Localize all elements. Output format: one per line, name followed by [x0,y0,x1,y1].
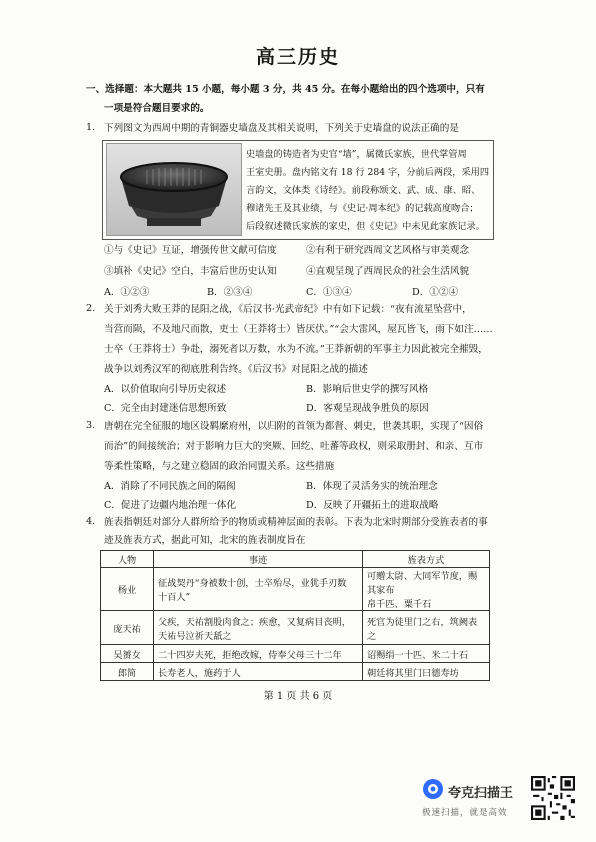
page-footer: 第 1 页 共 6 页 [263,691,333,702]
q3-line1: 唐朝在完全征服的地区设羁縻府州，以归附的首领为都督、刺史，世袭其职，实现了“因俗 [104,421,484,432]
section-heading-line2: 一项是符合题目要求的。 [104,103,210,114]
q2-line3: 士卒（王莽将士）争赴，溺死者以万数，水为不流。”王莽新朝的军事主力因此被完全摧毁， [104,344,488,355]
table-header-deed: 事迹 [154,551,363,568]
deed-line: 父疾，天祐割股肉食之；疾愈，又复病目丧明， [158,616,351,628]
table-cell-deed [154,611,363,645]
table-cell-person: 吴赟女 [101,645,154,663]
q3-option-b[interactable]: B．体现了灵活务实的统治理念 [306,481,438,492]
scanner-brand [422,778,532,826]
table-cell-deed: 长寿老人，施药于人 [154,663,363,681]
q2-option-b[interactable]: B．影响后世史学的撰写风格 [306,384,429,395]
table-row [101,645,490,663]
q2-option-a[interactable]: A．以价值取向引导历史叙述 [104,384,227,395]
table-cell-person: 杨业 [101,568,154,611]
q4-number: 4. [86,516,96,527]
q1-statement-4: ④直观呈现了西周民众的社会生活风貌 [306,266,470,277]
q1-statement-2: ②有利于研究西周文艺风格与审美观念 [306,245,470,256]
q1-caption-line5: 后段叙述微氏家族的家史，但《史记》中未见此家族记录。 [246,221,485,232]
q1-option-b[interactable]: B．②③④ [207,287,253,298]
q3-number: 3. [86,420,96,431]
exam-title: 高三历史 [255,46,340,68]
q1-statement-3: ③填补《史记》空白，丰富后世历史认知 [104,266,277,277]
table-header-row [101,551,490,568]
q1-option-d[interactable]: D．①②④ [412,287,459,298]
q2-number: 2. [86,303,96,314]
brand-slogan: 极速扫描，就是高效 [422,808,508,818]
table-cell-honor: 死官为徒里门之右，筑阙表之 [363,611,490,645]
q1-stem: 下列图文为西周中期的青铜器史墙盘及其相关说明，下列关于史墙盘的说法正确的是 [104,123,459,134]
deed-line: 天祐号泣祈天舐之 [158,630,232,642]
table-cell-deed: 二十四岁夫死，拒绝改嫁，侍奉父母三十二年 [154,645,363,663]
honor-line: 可赠太尉、大同军节度，赐其家布 [367,571,478,596]
q4-line1: 旌表指朝廷对部分人群所给予的物质或精神层面的表彰。下表为北宋时期部分受旌表者的事 [104,517,488,528]
q1-caption-line2: 王室史册。盘内铭文有 18 行 284 字，分前后两段，采用四 [246,167,490,178]
q3-line3: 等柔性策略，与之建立稳固的政治同盟关系。这些措施 [104,461,335,472]
honor-line: 帛千匹、粟千石 [367,599,432,610]
deed-line: 十百人” [158,592,191,603]
q1-figure-frame [102,140,494,240]
section-heading-line1: 一、选择题：本大题共 15 小题，每小题 3 分，共 45 分。在每小题给出的四个选项中，只有 [86,84,485,95]
table-row [101,663,490,681]
deed-line: 征战契丹“身被数十创，士卒殆尽，业犹手刃数 [158,578,347,589]
q1-caption-line1: 史墙盘的铸造者为史官“墙”，属微氏家族，世代掌管周 [246,149,467,160]
quark-logo-icon [422,778,444,800]
q1-statement-1: ①与《史记》互证，增强传世文献可信度 [104,245,277,256]
table-cell-person: 郎简 [101,663,154,681]
q3-option-d[interactable]: D．反映了开疆拓土的进取战略 [306,500,439,511]
q2-line2: 当营而陨，不及地尺而散，吏士（王莽将士）皆厌伏。”“会大雷风，屋瓦皆飞，雨下如注…… [104,324,493,335]
q1-caption-line4: 穆诸先王及其业绩，与《史记·周本纪》的记载高度吻合； [246,203,479,214]
table-cell-honor: 诏赐绢一十匹、米二十石 [363,645,490,663]
q2-option-d[interactable]: D．客观呈现战争胜负的原因 [306,403,429,414]
q3-option-c[interactable]: C．促进了边疆内地治理一体化 [104,500,237,511]
brand-name: 夸克扫描王 [448,786,514,801]
q3-line2: 而治”的间接统治；对于影响力巨大的突厥、回纥、吐蕃等政权，则采取册封、和亲、互市 [104,441,484,452]
q4-line2: 迹及旌表方式，据此可知，北宋的旌表制度旨在 [104,535,306,546]
q1-caption-line3: 言韵文，文体类《诗经》。前段称颂文、武、成、康、昭、 [246,185,481,196]
qr-code-icon [531,776,575,820]
table-cell-honor: 朝廷将其里门曰德寿坊 [363,663,490,681]
table-header-person: 人物 [101,551,154,568]
q2-option-c[interactable]: C．完全由封建迷信思想所致 [104,403,227,414]
table-cell-person: 庞天祐 [101,611,154,645]
table-row [101,568,490,611]
q1-option-a[interactable]: A．①②③ [104,287,150,298]
q1-number: 1. [86,122,96,133]
q2-line1: 关于刘秀大败王莽的昆阳之战，《后汉书·光武帝纪》中有如下记载：“夜有流星坠营中， [104,304,472,315]
q3-option-a[interactable]: A．消除了不同民族之间的隔阂 [104,481,236,492]
table-header-honor: 旌表方式 [363,551,490,568]
table-row [101,611,490,645]
q1-option-c[interactable]: C．①③④ [306,287,352,298]
table-cell-honor [363,568,490,611]
honors-table [100,550,490,681]
q2-line4: 战争以刘秀汉军的彻底胜利告终。《后汉书》对昆阳之战的描述 [104,364,368,375]
table-cell-deed [154,568,363,611]
